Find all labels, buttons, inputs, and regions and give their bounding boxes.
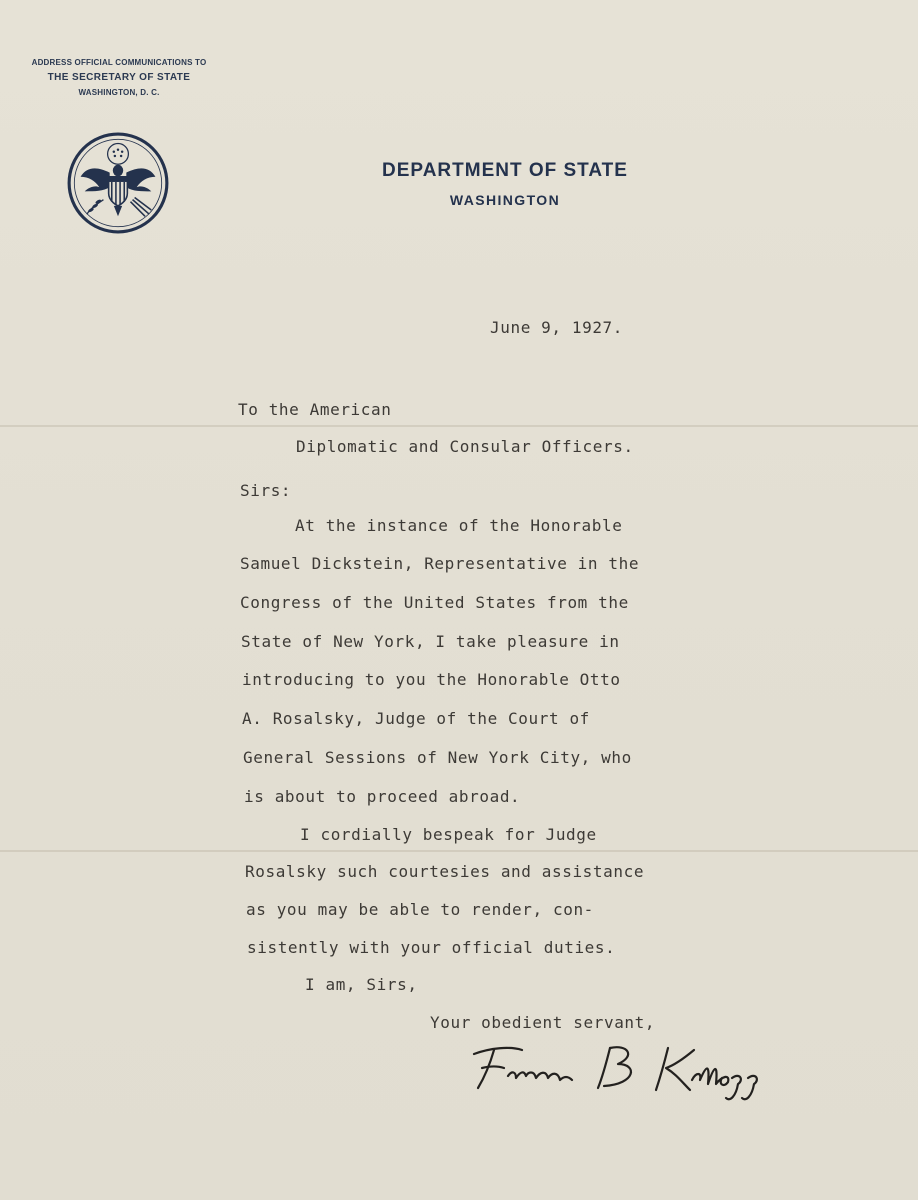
- closing-line: I am, Sirs,: [305, 975, 418, 994]
- body-line: as you may be able to render, con-: [246, 900, 594, 919]
- body-line: I cordially bespeak for Judge: [300, 825, 597, 844]
- body-line: introducing to you the Honorable Otto: [242, 670, 621, 689]
- body-line: Rosalsky such courtesies and assistance: [245, 862, 645, 881]
- addressee-line: To the American: [238, 400, 392, 419]
- closing-line: Your obedient servant,: [430, 1013, 656, 1032]
- return-address-line: WASHINGTON, D. C.: [78, 88, 160, 97]
- return-address: [14, 55, 224, 100]
- body-line: Samuel Dickstein, Representative in the: [240, 554, 640, 573]
- signature: [460, 1036, 780, 1106]
- fold-line: [0, 425, 918, 427]
- body-line: A. Rosalsky, Judge of the Court of: [242, 709, 590, 728]
- body-line: General Sessions of New York City, who: [243, 748, 632, 767]
- body-line: State of New York, I take pleasure in: [241, 632, 620, 651]
- great-seal-eagle-icon: [66, 131, 170, 235]
- salutation: Sirs:: [240, 481, 292, 500]
- letter-date: June 9, 1927.: [490, 318, 624, 337]
- addressee-line: Diplomatic and Consular Officers.: [296, 437, 634, 456]
- return-address-line: THE SECRETARY OF STATE: [47, 72, 191, 83]
- body-line: At the instance of the Honorable: [295, 516, 623, 535]
- department-title: DEPARTMENT OF STATE: [382, 160, 628, 181]
- body-line: sistently with your official duties.: [247, 938, 616, 957]
- return-address-line: ADDRESS OFFICIAL COMMUNICATIONS TO: [31, 58, 207, 67]
- body-line: is about to proceed abroad.: [244, 787, 521, 806]
- department-city: WASHINGTON: [449, 192, 561, 208]
- body-line: Congress of the United States from the: [240, 593, 629, 612]
- fold-line: [0, 850, 918, 852]
